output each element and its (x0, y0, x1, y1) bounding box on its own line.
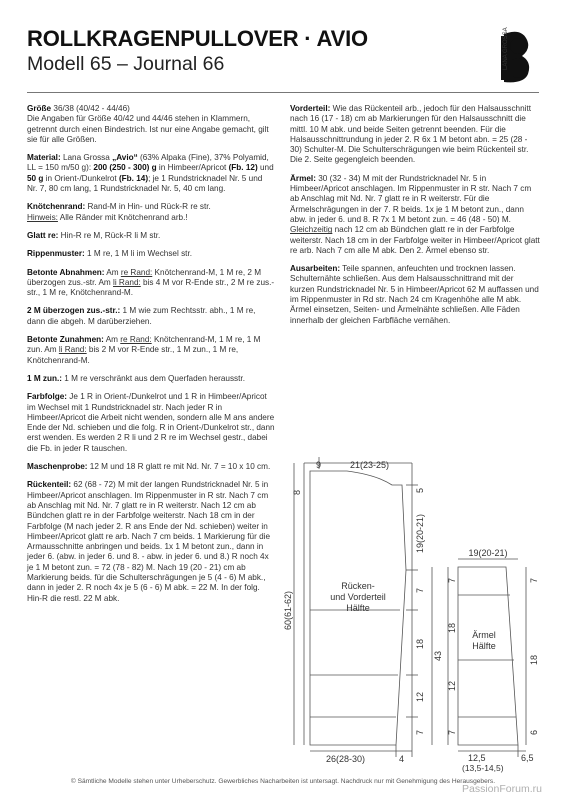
copyright-footer: © Sämtliche Modelle stehen unter Urheberschutz. Gewerbliches Nacharbeiten ist untersagt. Nachdruck nur mit Genehmigung des Herausgebers. (70, 778, 496, 785)
logo-text: LANA GROSSA (503, 27, 509, 70)
body-label-3: Hälfte (346, 603, 370, 613)
sleeve-label-1: Ärmel (472, 630, 496, 640)
sleeve-section: Ärmel: 30 (32 - 34) M mit der Rundstricknadel Nr. 5 in Himbeer/Apricot anschlagen. Im Rippenmuster in R str. Nach 7 cm ab Anschlag mit Nd. Nr. 7 glatt re in R weiterstr. Für die Ärmelschrägungen in der 7. R beids. 1x je 1 M betont zun., dann abw. in jeder 6. und 8. R 7x 1 M betont zun. = 46 (48 - 50) M. Gleichzeitig nach 12 cm ab Bündchen glatt re in der Farbfolge weiterstr. Nach 18 cm in der Farbfolge weiter in Himbeer/Apricot glatt re arb. Nach 7 cm alle M abk. Den 2. Ärmel ebenso str. (290, 173, 540, 255)
dim-armhole-depth: 19(20-21) (415, 513, 425, 553)
decrease-section: Betonte Abnahmen: Am re Rand: Knötchenrand-M, 1 M re, 2 M überzogen zus.-str. Am li Rand: bis 4 M vor R-Ende str., 2 M re zus.-str., 1 M re, Knötchenrand-M. (27, 267, 275, 298)
dim-body-18: 18 (415, 638, 425, 649)
color-sequence-section: Farbfolge: Je 1 R in Orient-/Dunkelrot und 1 R in Himbeer/Apricot im Wechsel mit 1 Rundstricknadel str. Nach jeder R in Himbeer/Apricot die Arbeit nicht wenden, sondern alle M ans andere Ende der Nd. schieben und die folg. R in Orient-/Dunkelrot str., dann erst wenden. Es werden 2 R li und 2 R re im Wechsel gestr., dabei die Fb. in jeder R tauschen. (27, 392, 275, 453)
dim-sleeve-r7: 7 (529, 577, 539, 583)
increase-section: Betonte Zunahmen: Am re Rand: Knötchenrand-M, 1 M re, 1 M zun. Am li Rand: bis 2 M vor R-Ende str., 1 M zun., 1 M re, Knötchenrand-M. (27, 335, 261, 365)
dim-body-7b: 7 (415, 729, 425, 735)
dim-sleeve-length: 43 (433, 650, 443, 661)
instructions-left-column (27, 104, 275, 612)
dim-sleeve-cuff: 6 (529, 729, 539, 735)
dim-body-ease: 4 (399, 754, 405, 764)
dim-neck-depth: 8 (292, 489, 302, 495)
dim-body-width: 26(28-30) (326, 754, 366, 764)
dim-neck-width: 9 (316, 460, 322, 470)
schematic-diagram (282, 455, 542, 773)
gauge-section: Maschenprobe: 12 M und 18 R glatt re mit Nd. Nr. 7 = 10 x 10 cm. (27, 462, 271, 472)
front-section: Vorderteil: Wie das Rückenteil arb., jedoch für den Halsausschnitt nach 16 (17 - 18) cm ab Markierungen für den Halsausschnitt die mittl. 10 M abk. und beide Seiten getrennt beenden. Für die Halsausschnittrundung in jeder 2. R 6x 1 M betont abn. = 25 (28 - 30) Schulter-M. Die Schulterschrägungen wie beim Rückenteil str. Die 2. Seite gegengleich beenden. (290, 104, 532, 165)
sleeve-label-2: Hälfte (472, 641, 496, 651)
lana-grossa-logo (490, 26, 540, 88)
dim-body-12: 12 (415, 691, 425, 702)
stockinette-section: Glatt re: Hin-R re M, Rück-R li M str. (27, 230, 161, 240)
finishing-section: Ausarbeiten: Teile spannen, anfeuchten und trocknen lassen. Schulternähte schließen. Aus dem Halsausschnittrand mit der kurzen Rundstricknadel Nr. 5 in Himbeer/Apricot 62 M auffassen und im Rippenmuster in Rd str. Nach 24 cm Kragenhöhe alle M abk. Ärmel einsetzen, Seiten- und Ärmelnähte schließen. Alle Fäden innerhalb der gleichen Farbfläche vernähen. (290, 264, 539, 325)
dim-sleeve-bottom-sizes: (13,5-14,5) (462, 763, 504, 773)
dim-sleeve-l12: 12 (447, 680, 457, 691)
header-divider (27, 92, 539, 93)
dim-body-7a: 7 (415, 587, 425, 593)
material-section: Material: Lana Grossa „Avio“ (63% Alpaka (Fine), 37% Polyamid, LL = 150 m/50 g): 200 (250 - 300) g in Himbeer/Apricot (Fb. 12) und 50 g in Orient-/Dunkelrot (Fb. 14); je 1 Rundstricknadel Nr. 5 und Nr. 7, 80 cm lang, 1 Rundstricknadel Nr. 5, 40 cm lang. (27, 153, 274, 194)
sleeve-schematic (432, 559, 526, 757)
dim-sleeve-l7b: 7 (447, 729, 457, 735)
edge-section: Knötchenrand: Rand-M in Hin- und Rück-R re str. Hinweis: Alle Ränder mit Knötchenrand arb.! (27, 202, 211, 222)
m1-section: 1 M zun.: 1 M re verschränkt aus dem Querfaden herausstr. (27, 373, 245, 383)
dim-body-length: 60(61-62) (283, 590, 293, 630)
skp-section: 2 M überzogen zus.-str.: 1 M wie zum Rechtsstr. abh., 1 M re, dann die abgeh. M darüberziehen. (27, 306, 256, 326)
instructions-right-column (290, 104, 540, 334)
rib-section: Rippenmuster: 1 M re, 1 M li im Wechsel str. (27, 249, 192, 259)
dim-sleeve-bottom: 12,5 (468, 753, 486, 763)
dim-shoulder-slope: 5 (415, 487, 425, 493)
size-section: Größe 36/38 (40/42 - 44/46) Die Angaben für Größe 40/42 und 44/46 stehen in Klammern, getrennt durch einen Bindestrich. Ist nur eine Angabe gemacht, gilt sie für alle Größen. (27, 104, 269, 144)
dim-sleeve-l7: 7 (447, 577, 457, 583)
body-label-1: Rücken- (341, 581, 375, 591)
dim-sleeve-l18: 18 (447, 622, 457, 633)
back-section: Rückenteil: 62 (68 - 72) M mit der langen Rundstricknadel Nr. 5 in Himbeer/Apricot anschlagen. Im Rippenmuster in R str. Nach 7 cm ab Anschlag mit Nd. Nr. 7 glatt re in R weiterstr. Nach 12 cm ab Bündchen glatt re in der Farbfolge weiterstr. Nach 18 cm in der Farbfolge (M nach jeder 2. R ans Ende der Nd. schieben) weiter in Himbeer/Apricot glatt re arb. Nach 7 cm beids. 1 Markierung für die Armausschnitte anbringen und beids. 1x 1 M betont zun., dann in jeder 6. (abw. in jeder 6. und 8. - abw. in jeder 6. und 8.) R noch 4x je 1 M betont zun. = 72 (78 - 82) M. Nach 19 (20 - 21) cm ab Markierung beids. für die Schulterschrägungen je 5 (4 - 6) M abk., dann in jeder 2. R noch 4x je 5 (6 - 6) M abk. = 22 M. In der folg. Hin-R die restl. 22 M abk. (27, 480, 270, 603)
dim-sleeve-r18: 18 (529, 654, 539, 665)
body-label-2: und Vorderteil (330, 592, 386, 602)
dim-sleeve-ease: 6,5 (521, 753, 534, 763)
dim-shoulder-width: 21(23-25) (350, 460, 390, 470)
watermark: PassionForum.ru (462, 783, 542, 795)
dim-sleeve-top: 19(20-21) (468, 548, 508, 558)
page-subtitle: Modell 65 – Journal 66 (27, 53, 225, 75)
page-title: ROLLKRAGENPULLOVER · AVIO (27, 26, 368, 51)
